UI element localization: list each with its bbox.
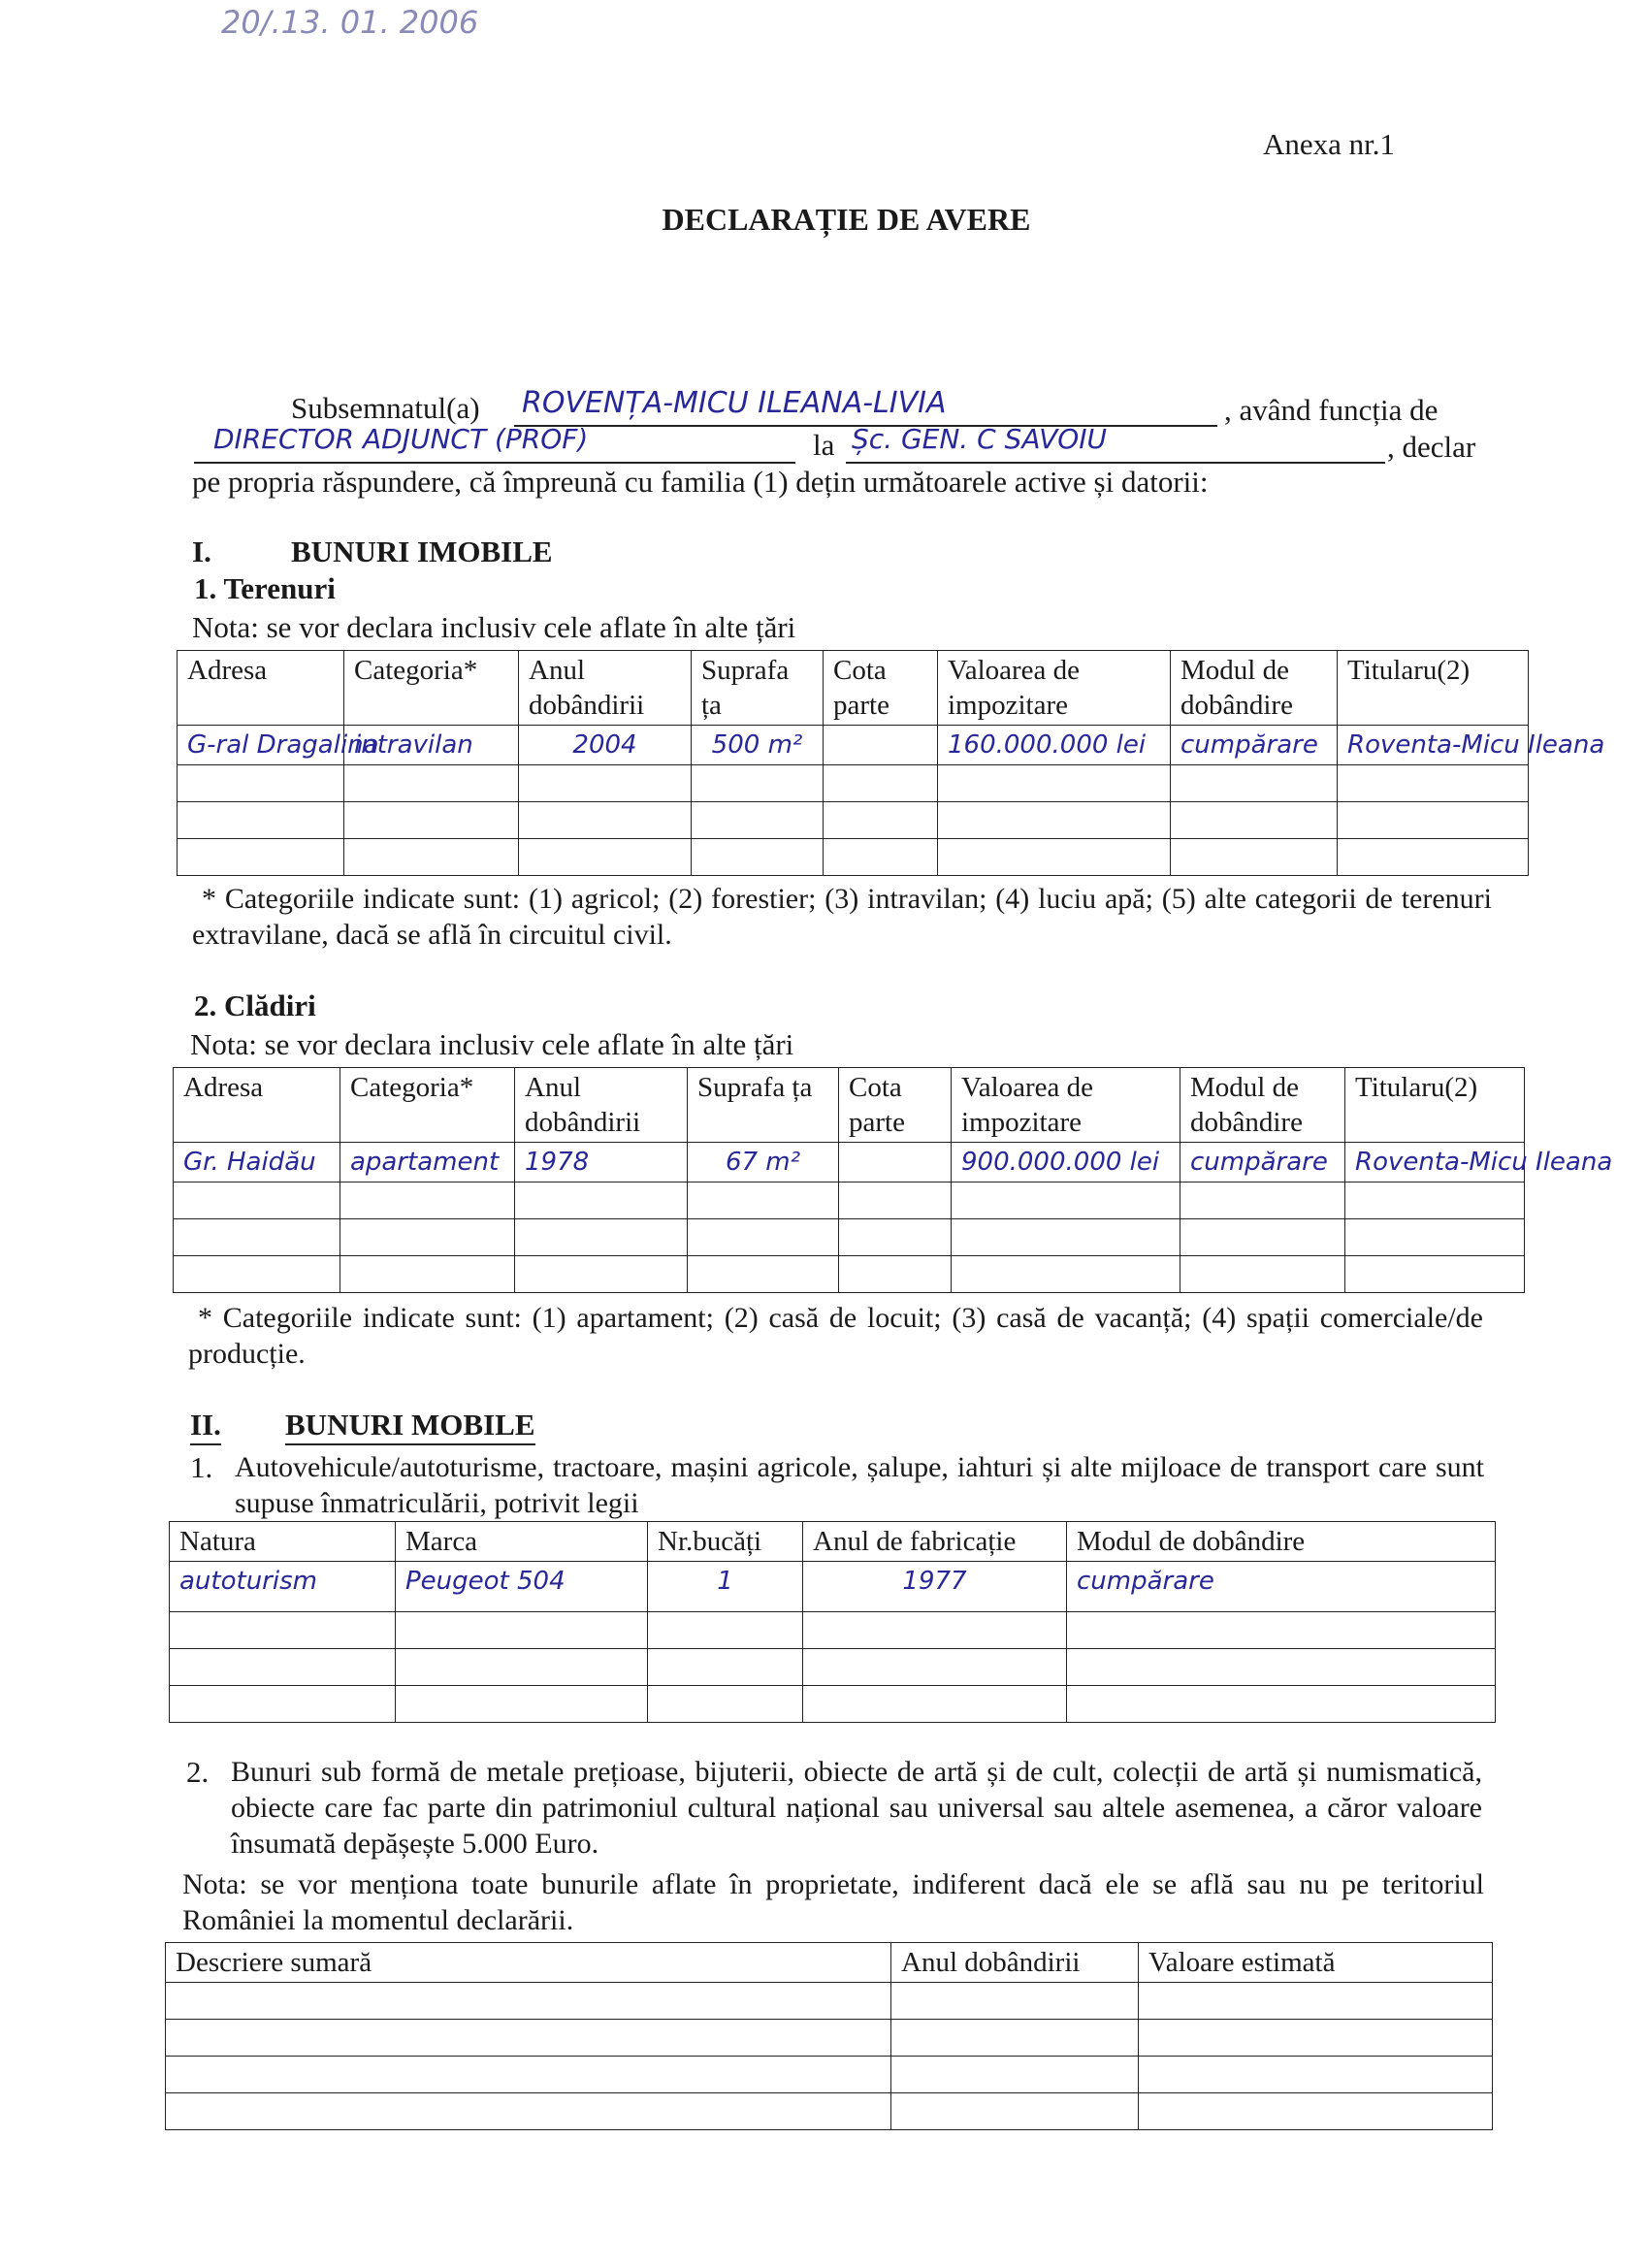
cell-anul[interactable]: 2004 xyxy=(519,726,692,765)
valuables-table xyxy=(165,1942,1493,2130)
table-row xyxy=(170,1686,1496,1723)
table-row xyxy=(174,1183,1525,1219)
terenuri-note: Nota: se vor declara inclusiv cele aflate în alte țări xyxy=(192,610,796,644)
valuables-header-row xyxy=(166,1943,1493,1983)
header-cota: Cota parte xyxy=(824,651,938,726)
header-anul-dobandirii: Anul dobândirii xyxy=(891,1943,1139,1983)
header-nr-bucati: Nr.bucăți xyxy=(648,1522,803,1562)
table-row xyxy=(178,802,1529,839)
cell-empty[interactable] xyxy=(1067,1649,1496,1686)
cell-anul[interactable]: 1978 xyxy=(515,1143,688,1183)
header-descriere: Descriere sumară xyxy=(166,1943,891,1983)
vehicles-header-row xyxy=(170,1522,1496,1562)
cell-empty[interactable] xyxy=(519,839,692,876)
cell-categoria[interactable]: intravilan xyxy=(344,726,519,765)
header-marca: Marca xyxy=(396,1522,648,1562)
cell-empty[interactable] xyxy=(1180,1256,1345,1293)
cell-empty[interactable] xyxy=(1139,1983,1493,2020)
cell-empty[interactable] xyxy=(952,1183,1180,1219)
cell-empty[interactable] xyxy=(1171,839,1338,876)
header-adresa: Adresa xyxy=(178,651,344,726)
annex-label: Anexa nr.1 xyxy=(1263,127,1396,161)
cell-empty[interactable] xyxy=(396,1612,648,1649)
cell-empty[interactable] xyxy=(344,765,519,802)
cell-empty[interactable] xyxy=(824,839,938,876)
section2-title: BUNURI MOBILE xyxy=(285,1407,535,1445)
cell-cota[interactable] xyxy=(839,1143,952,1183)
table-row xyxy=(178,839,1529,876)
table-row xyxy=(170,1612,1496,1649)
cell-empty[interactable] xyxy=(824,802,938,839)
cell-empty[interactable] xyxy=(803,1612,1067,1649)
cell-modul[interactable]: cumpărare xyxy=(1171,726,1338,765)
intro-declar: , declar xyxy=(1387,430,1476,464)
name-field[interactable] xyxy=(514,386,1217,427)
cell-empty[interactable] xyxy=(166,1983,891,2020)
table-row xyxy=(166,2057,1493,2093)
cell-empty[interactable] xyxy=(1067,1612,1496,1649)
valuables-note: Nota: se vor menționa toate bunurile aflate în proprietate, indiferent dacă ele se află sau nu pe teritoriul României la momentul declarării. xyxy=(182,1868,1484,1936)
terenuri-footnote: * Categoriile indicate sunt: (1) agricol; (2) forestier; (3) intravilan; (4) luciu apă; (5) alte categorii de terenuri extravilane, dacă se află în circuitul civil. xyxy=(192,883,1492,951)
intro-avand: , având funcția de xyxy=(1224,393,1439,427)
cell-empty[interactable] xyxy=(952,1219,1180,1256)
cell-empty[interactable] xyxy=(803,1686,1067,1723)
header-anul: Anul dobândirii xyxy=(515,1068,688,1143)
table-row xyxy=(174,1143,1525,1183)
cell-empty[interactable] xyxy=(396,1686,648,1723)
header-cota: Cota parte xyxy=(839,1068,952,1143)
cell-empty[interactable] xyxy=(891,2020,1139,2057)
cell-valoarea[interactable]: 900.000.000 lei xyxy=(952,1143,1180,1183)
cell-empty[interactable] xyxy=(170,1649,396,1686)
cell-empty[interactable] xyxy=(891,2093,1139,2130)
cell-empty[interactable] xyxy=(824,765,938,802)
table-row xyxy=(174,1256,1525,1293)
cell-empty[interactable] xyxy=(344,802,519,839)
cell-empty[interactable] xyxy=(1338,802,1529,839)
section2-number: II. xyxy=(190,1407,221,1445)
header-valoarea: Valoarea de impozitare xyxy=(938,651,1171,726)
cell-empty[interactable] xyxy=(174,1183,340,1219)
cell-empty[interactable] xyxy=(519,802,692,839)
section1-number: I. xyxy=(192,535,211,568)
cell-empty[interactable] xyxy=(938,765,1171,802)
cladiri-footnote: * Categoriile indicate sunt: (1) apartament; (2) casă de locuit; (3) casă de vacanță; (4) spații comerciale/de producție. xyxy=(188,1302,1483,1370)
intro-la: la xyxy=(813,428,835,462)
header-suprafata: Suprafa ța xyxy=(688,1068,839,1143)
cell-empty[interactable] xyxy=(891,2057,1139,2093)
cell-empty[interactable] xyxy=(166,2093,891,2130)
table-row xyxy=(170,1649,1496,1686)
terenuri-heading: 1. Terenuri xyxy=(194,571,336,605)
header-adresa: Adresa xyxy=(174,1068,340,1143)
cell-natura[interactable]: autoturism xyxy=(170,1562,396,1612)
header-modul: Modul de dobândire xyxy=(1171,651,1338,726)
terenuri-table xyxy=(177,650,1605,876)
cell-empty[interactable] xyxy=(174,1219,340,1256)
table-row xyxy=(170,1562,1496,1612)
cell-titular[interactable]: Roventa-Micu Ileana xyxy=(1338,726,1529,765)
cell-empty[interactable] xyxy=(174,1256,340,1293)
cell-empty[interactable] xyxy=(396,1649,648,1686)
cell-empty[interactable] xyxy=(515,1219,688,1256)
registration-date-stamp: 20/.13. 01. 2006 xyxy=(221,4,479,41)
cell-empty[interactable] xyxy=(1345,1219,1525,1256)
intro-subsemnatul: Subsemnatul(a) xyxy=(291,391,480,425)
cell-empty[interactable] xyxy=(938,802,1171,839)
cell-empty[interactable] xyxy=(648,1612,803,1649)
cell-empty[interactable] xyxy=(166,2020,891,2057)
intro-line3: pe propria răspundere, că împreună cu familia (1) dețin următoarele active și datorii: xyxy=(192,465,1209,499)
cell-empty[interactable] xyxy=(1171,765,1338,802)
cell-empty[interactable] xyxy=(692,765,824,802)
cell-empty[interactable] xyxy=(170,1686,396,1723)
cladiri-table xyxy=(173,1067,1613,1293)
table-row xyxy=(174,1219,1525,1256)
header-valoarea: Valoarea de impozitare xyxy=(952,1068,1180,1143)
header-suprafata: Suprafa ța xyxy=(692,651,824,726)
cell-modul[interactable]: cumpărare xyxy=(1180,1143,1345,1183)
cell-empty[interactable] xyxy=(1345,1256,1525,1293)
cell-modul-dobandire[interactable]: cumpărare xyxy=(1067,1562,1496,1612)
cell-empty[interactable] xyxy=(692,802,824,839)
cell-empty[interactable] xyxy=(688,1256,839,1293)
cell-valoarea[interactable]: 160.000.000 lei xyxy=(938,726,1171,765)
valuables-item-number: 2. xyxy=(186,1755,210,1789)
vehicles-item-number: 1. xyxy=(190,1450,213,1484)
cell-empty[interactable] xyxy=(1139,2057,1493,2093)
header-categoria: Categoria* xyxy=(344,651,519,726)
vehicles-table xyxy=(169,1521,1496,1723)
cell-empty[interactable] xyxy=(340,1219,515,1256)
cell-empty[interactable] xyxy=(839,1256,952,1293)
cell-empty[interactable] xyxy=(891,1983,1139,2020)
cell-empty[interactable] xyxy=(1338,765,1529,802)
cell-empty[interactable] xyxy=(340,1183,515,1219)
cell-suprafata[interactable]: 67 m² xyxy=(688,1143,839,1183)
cell-empty[interactable] xyxy=(688,1183,839,1219)
cell-empty[interactable] xyxy=(1180,1183,1345,1219)
cell-empty[interactable] xyxy=(178,839,344,876)
section1-title: BUNURI IMOBILE xyxy=(291,535,553,568)
cell-adresa[interactable]: Gr. Haidău xyxy=(174,1143,340,1183)
institution-value: Șc. GEN. C SAVOIU xyxy=(852,423,1108,455)
cell-empty[interactable] xyxy=(952,1256,1180,1293)
institution-field[interactable] xyxy=(846,423,1385,464)
cell-empty[interactable] xyxy=(515,1256,688,1293)
name-value: ROVENȚA-MICU ILEANA-LIVIA xyxy=(522,386,947,420)
header-categoria: Categoria* xyxy=(340,1068,515,1143)
cladiri-header-row xyxy=(174,1068,1525,1143)
cell-adresa[interactable]: G-ral Dragalina xyxy=(178,726,344,765)
cell-empty[interactable] xyxy=(170,1612,396,1649)
cell-empty[interactable] xyxy=(648,1686,803,1723)
cell-empty[interactable] xyxy=(340,1256,515,1293)
table-row xyxy=(178,726,1529,765)
header-natura: Natura xyxy=(170,1522,396,1562)
cladiri-note: Nota: se vor declara inclusiv cele aflate în alte țări xyxy=(190,1027,794,1061)
cell-cota[interactable] xyxy=(824,726,938,765)
cell-empty[interactable] xyxy=(344,839,519,876)
header-titular: Titularu(2) xyxy=(1338,651,1529,726)
cell-empty[interactable] xyxy=(515,1183,688,1219)
header-anul-fabricatie: Anul de fabricație xyxy=(803,1522,1067,1562)
header-anul: Anul dobândirii xyxy=(519,651,692,726)
header-modul-dobandire: Modul de dobândire xyxy=(1067,1522,1496,1562)
cell-empty[interactable] xyxy=(1338,839,1529,876)
cell-empty[interactable] xyxy=(839,1219,952,1256)
cell-empty[interactable] xyxy=(178,765,344,802)
function-value: DIRECTOR ADJUNCT (PROF) xyxy=(213,423,589,455)
cell-suprafata[interactable]: 500 m² xyxy=(692,726,824,765)
cell-empty[interactable] xyxy=(688,1219,839,1256)
cell-empty[interactable] xyxy=(803,1649,1067,1686)
table-row xyxy=(166,2020,1493,2057)
document-title: DECLARAȚIE DE AVERE xyxy=(662,202,1031,237)
cell-empty[interactable] xyxy=(648,1649,803,1686)
cell-empty[interactable] xyxy=(938,839,1171,876)
cell-empty[interactable] xyxy=(1345,1183,1525,1219)
terenuri-header-row xyxy=(178,651,1529,726)
cell-empty[interactable] xyxy=(1171,802,1338,839)
cell-anul-fabricatie[interactable]: 1977 xyxy=(803,1562,1067,1612)
cell-categoria[interactable]: apartament xyxy=(340,1143,515,1183)
cell-empty[interactable] xyxy=(1139,2093,1493,2130)
cell-empty[interactable] xyxy=(178,802,344,839)
cell-titular[interactable]: Roventa-Micu Ileana xyxy=(1345,1143,1525,1183)
header-titular: Titularu(2) xyxy=(1345,1068,1525,1143)
cell-empty[interactable] xyxy=(166,2057,891,2093)
cladiri-heading: 2. Clădiri xyxy=(194,988,316,1022)
cell-empty[interactable] xyxy=(519,765,692,802)
cell-empty[interactable] xyxy=(839,1183,952,1219)
vehicles-description: Autovehicule/autoturisme, tractoare, mașini agricole, șalupe, iahturi și alte mijloace de transport care sunt supuse înmatriculării, potrivit legii xyxy=(235,1451,1484,1519)
cell-empty[interactable] xyxy=(1180,1219,1345,1256)
header-modul: Modul de dobândire xyxy=(1180,1068,1345,1143)
cell-empty[interactable] xyxy=(692,839,824,876)
valuables-description: Bunuri sub formă de metale prețioase, bijuterii, obiecte de artă și de cult, colecții de artă și numismatică, obiecte care fac parte din patrimoniul cultural național sau universal sau altele asemenea, a căror valoare însumată depășește 5.000 Euro. xyxy=(231,1756,1482,1860)
table-row xyxy=(178,765,1529,802)
cell-nr-bucati[interactable]: 1 xyxy=(648,1562,803,1612)
header-valoare-estimata: Valoare estimată xyxy=(1139,1943,1493,1983)
cell-empty[interactable] xyxy=(1067,1686,1496,1723)
cell-empty[interactable] xyxy=(1139,2020,1493,2057)
cell-marca[interactable]: Peugeot 504 xyxy=(396,1562,648,1612)
table-row xyxy=(166,2093,1493,2130)
function-field[interactable] xyxy=(194,423,795,464)
table-row xyxy=(166,1983,1493,2020)
